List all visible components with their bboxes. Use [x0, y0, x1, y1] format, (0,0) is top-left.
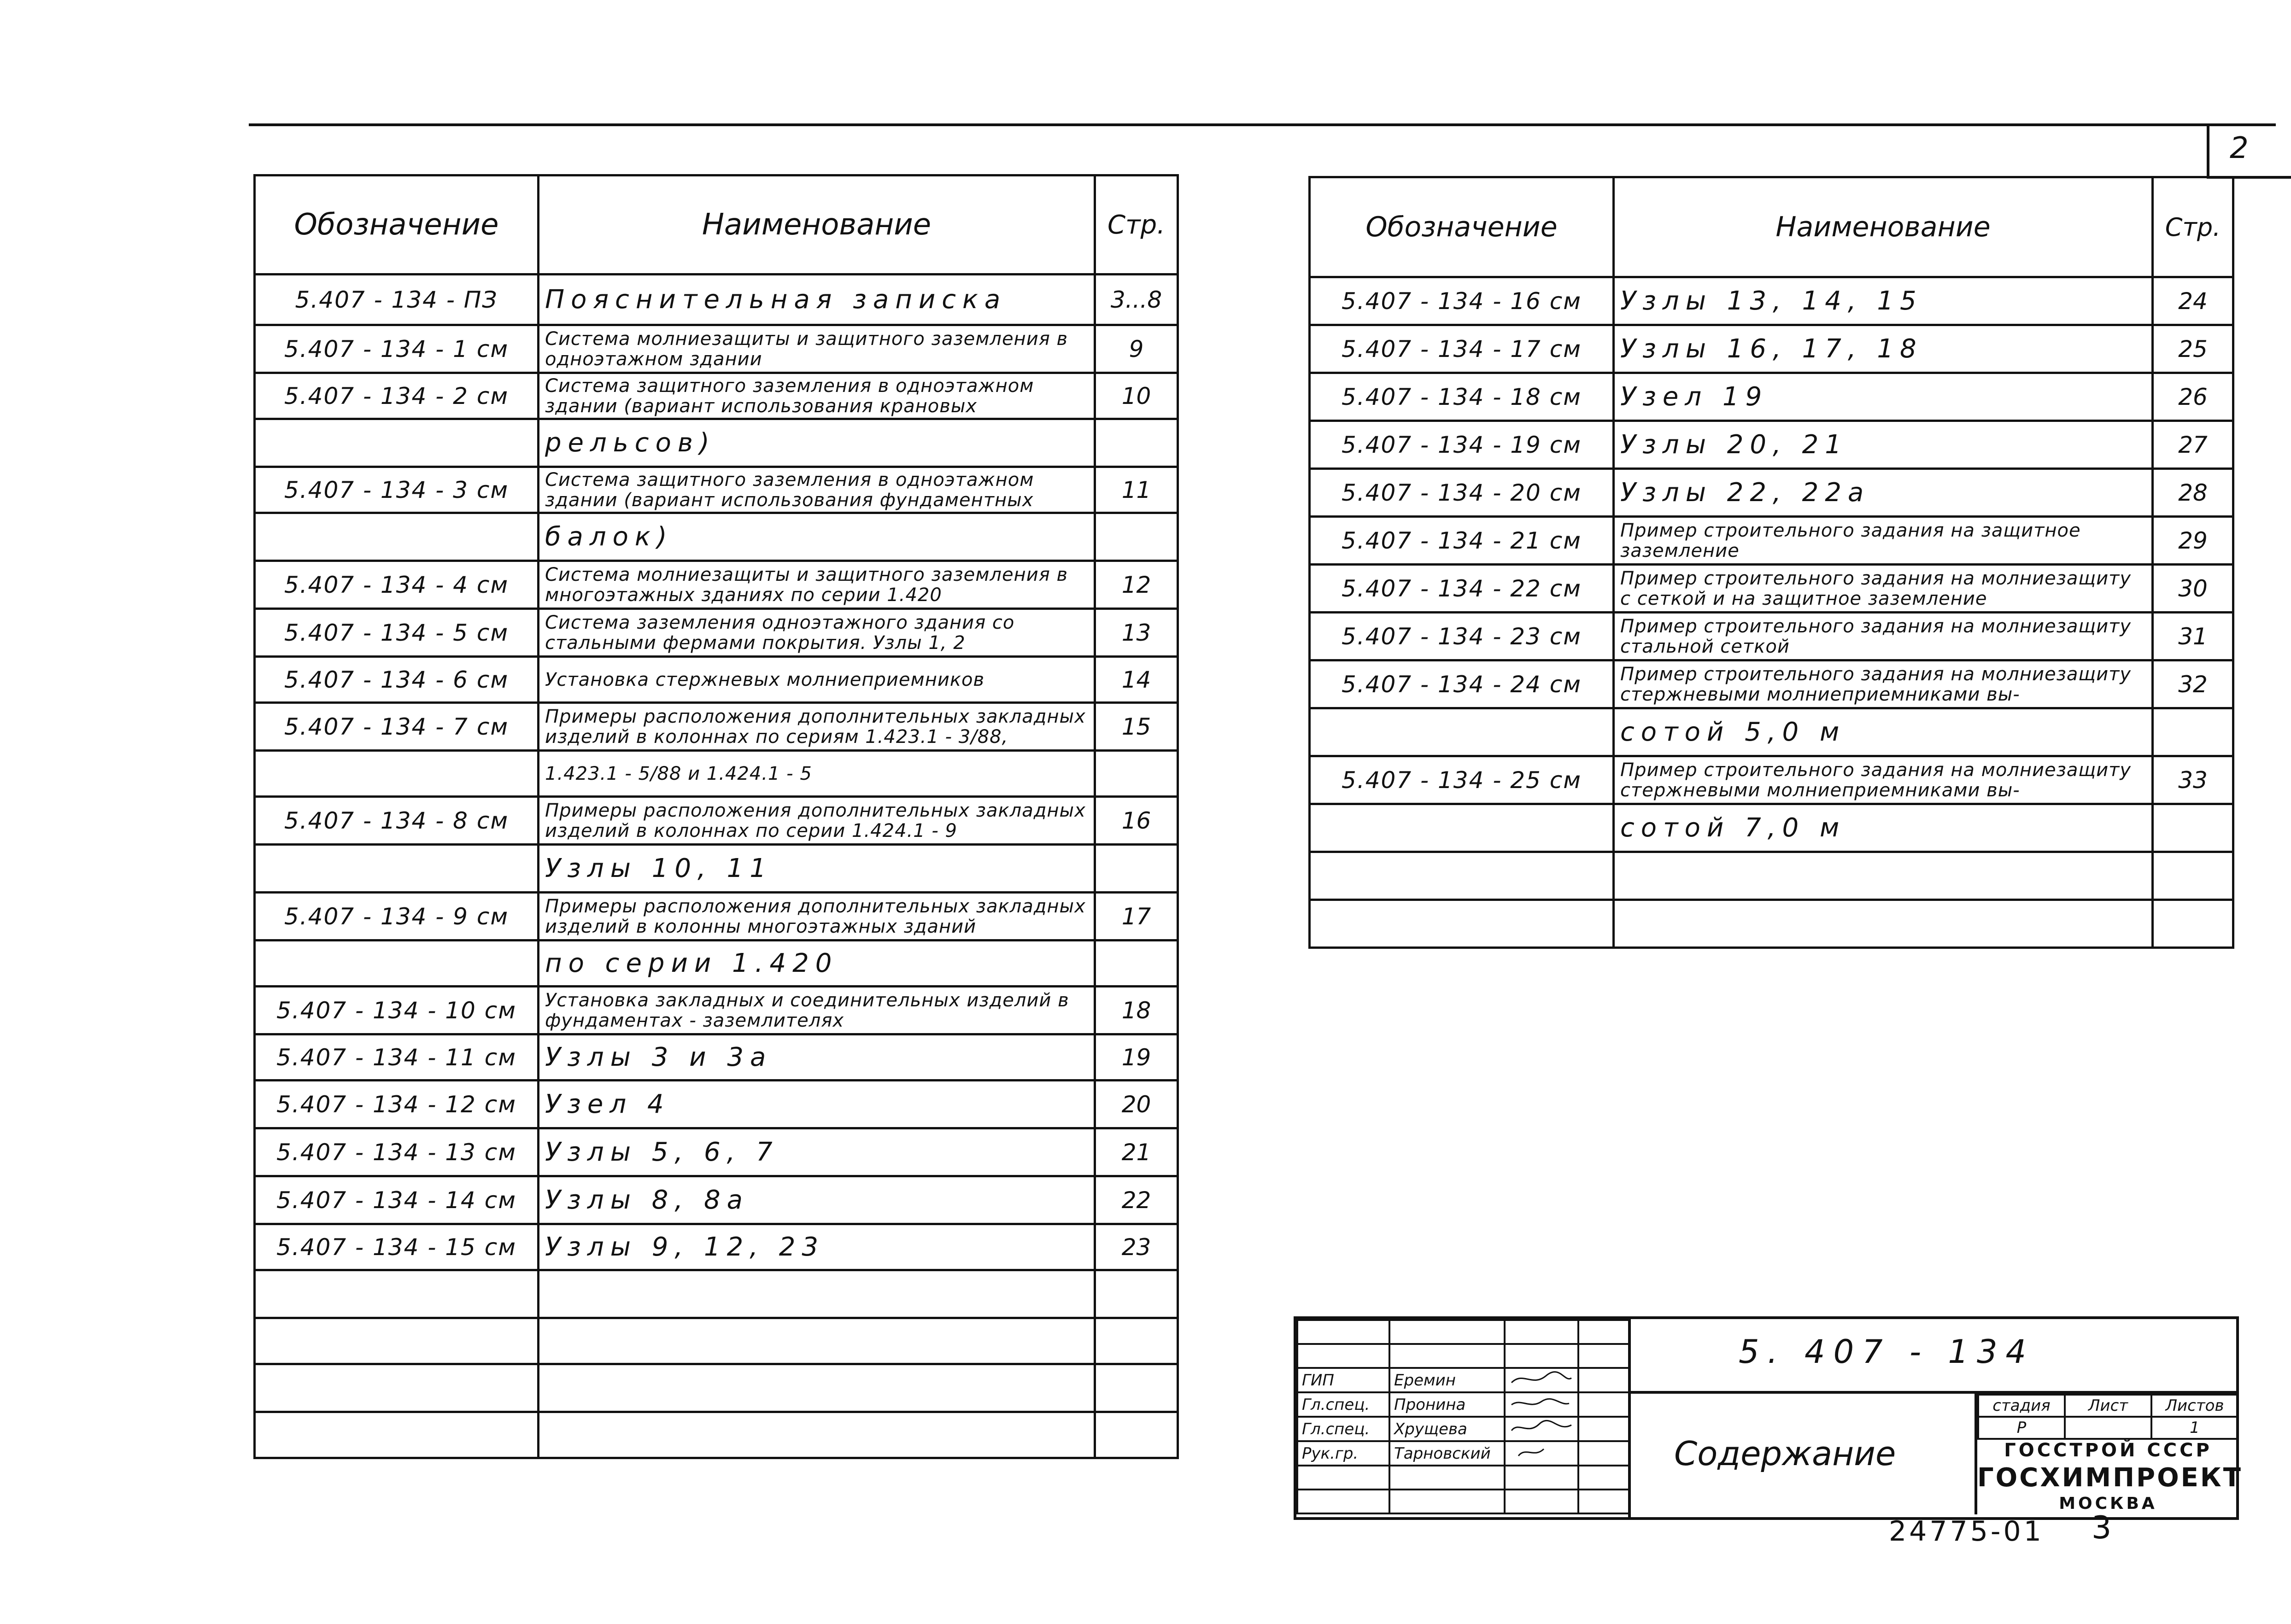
name-cell: Пример строительного задания на молниезащиту с сеткой и на защитное заземление: [1614, 565, 2153, 613]
name-cell: Узел 4: [539, 1081, 1095, 1128]
page-cell: 9: [1095, 325, 1178, 373]
name-cell: Узлы 3 и 3а: [539, 1034, 1095, 1081]
role: Гл.спец.: [1297, 1392, 1389, 1417]
name-cell: сотой 7,0 м: [1614, 804, 2153, 852]
table-row: [255, 325, 1178, 373]
name-cell: Пример строительного задания на молниезащиту стержневыми молниеприемниками вы-: [1614, 660, 2153, 708]
table-row: [255, 845, 1178, 893]
document-title: Содержание: [1674, 1434, 1896, 1473]
name-cell: Установка стержневых молниеприемников: [539, 657, 1095, 703]
page-cell: 27: [2153, 421, 2233, 469]
contents-table-right: [1308, 176, 2234, 949]
table-row: [255, 561, 1178, 609]
table-row: [1310, 469, 2233, 517]
page-cell: 16: [1095, 797, 1178, 845]
designation-cell: 5.407 - 134 - 5 см: [255, 609, 539, 657]
name-cell: [1614, 852, 2153, 900]
designation-cell: [1310, 708, 1614, 756]
page-cell: 3...8: [1095, 275, 1178, 325]
table-row: [255, 1412, 1178, 1458]
designation-cell: 5.407 - 134 - 23 см: [1310, 613, 1614, 660]
header-page: Стр.: [2153, 177, 2233, 277]
page-cell: 32: [2153, 660, 2233, 708]
table-row: [255, 609, 1178, 657]
table-row: [1310, 756, 2233, 804]
page-cell: 20: [1095, 1081, 1178, 1128]
name-cell: Пояснительная записка: [539, 275, 1095, 325]
designation-cell: 5.407 - 134 - 6 см: [255, 657, 539, 703]
table-row: [1310, 708, 2233, 756]
table-row: [1310, 277, 2233, 325]
designation-cell: [255, 1318, 539, 1364]
inventory-number: 24775-01: [1889, 1515, 2044, 1548]
page-cell: 14: [1095, 657, 1178, 703]
name-cell: Примеры расположения дополнительных закладных изделий в колоннах по серии 1.424.1 - 9: [539, 797, 1095, 845]
page-cell: 15: [1095, 703, 1178, 751]
page-cell: [2153, 708, 2233, 756]
name-cell: Узел 19: [1614, 373, 2153, 421]
designation-cell: 5.407 - 134 - 16 см: [1310, 277, 1614, 325]
name-cell: Система заземления одноэтажного здания со стальными фермами покрытия. Узлы 1, 2: [539, 609, 1095, 657]
page-cell: [1095, 751, 1178, 797]
page-cell: 13: [1095, 609, 1178, 657]
page-cell: [1095, 1318, 1178, 1364]
table-row: [255, 419, 1178, 467]
designation-cell: 5.407 - 134 - ПЗ: [255, 275, 539, 325]
name-cell: Узлы 10, 11: [539, 845, 1095, 893]
table-row: [255, 797, 1178, 845]
table-row: [1310, 373, 2233, 421]
document-code: 5. 407 - 134: [1739, 1333, 2035, 1371]
designation-cell: 5.407 - 134 - 2 см: [255, 373, 539, 419]
header-designation: Обозначение: [1310, 177, 1614, 277]
name-cell: [1614, 900, 2153, 948]
table-row: [255, 467, 1178, 513]
role: ГИП: [1297, 1368, 1389, 1392]
name-cell: Узлы 8, 8а: [539, 1176, 1095, 1224]
contents-table-left: [253, 174, 1179, 1459]
page-cell: [2153, 852, 2233, 900]
role: Рук.гр.: [1297, 1441, 1389, 1466]
page-cell: 29: [2153, 517, 2233, 565]
top-border-line: [249, 123, 2276, 126]
header-designation: Обозначение: [255, 175, 539, 275]
name-cell: Система молниезащиты и защитного заземления в одноэтажном здании: [539, 325, 1095, 373]
signature: [1505, 1417, 1578, 1441]
page-cell: 28: [2153, 469, 2233, 517]
table-row: [1310, 900, 2233, 948]
table-row: [1310, 613, 2233, 660]
name-cell: рельсов): [539, 419, 1095, 467]
designation-cell: 5.407 - 134 - 15 см: [255, 1224, 539, 1270]
signature: [1505, 1392, 1578, 1417]
name-cell: Пример строительного задания на молниезащиту стальной сеткой: [1614, 613, 2153, 660]
designation-cell: 5.407 - 134 - 18 см: [1310, 373, 1614, 421]
designation-cell: 5.407 - 134 - 3 см: [255, 467, 539, 513]
designation-cell: [1310, 852, 1614, 900]
name-cell: Система молниезащиты и защитного заземления в многоэтажных зданиях по серии 1.420: [539, 561, 1095, 609]
stage-value: Р: [1978, 1417, 2065, 1439]
signature-row: [1297, 1417, 1629, 1441]
name-cell: Пример строительного задания на защитное заземление: [1614, 517, 2153, 565]
table-row: [255, 373, 1178, 419]
designation-cell: [255, 513, 539, 561]
header-page: Стр.: [1095, 175, 1178, 275]
designation-cell: [255, 1270, 539, 1318]
page-number: 3: [2092, 1510, 2112, 1546]
organization-line-1: ГОССТРОЙ СССР: [2004, 1440, 2212, 1461]
designation-cell: 5.407 - 134 - 7 см: [255, 703, 539, 751]
name-cell: Узлы 5, 6, 7: [539, 1128, 1095, 1176]
sheet-number-box: [2207, 126, 2291, 179]
title-block-divider: [1628, 1319, 1631, 1517]
page-cell: 19: [1095, 1034, 1178, 1081]
page-cell: 22: [1095, 1176, 1178, 1224]
organization-city: МОСКВА: [2059, 1494, 2157, 1513]
designation-cell: [1310, 804, 1614, 852]
signature-row: [1297, 1392, 1629, 1417]
page-cell: 25: [2153, 325, 2233, 373]
table-row: [255, 1364, 1178, 1412]
page-cell: [1095, 941, 1178, 987]
designation-cell: [255, 845, 539, 893]
designation-cell: [1310, 900, 1614, 948]
header-name: Наименование: [1614, 177, 2153, 277]
page-cell: 24: [2153, 277, 2233, 325]
designation-cell: 5.407 - 134 - 9 см: [255, 893, 539, 941]
sheet-value: [2065, 1417, 2151, 1439]
table-row: [1310, 852, 2233, 900]
table-row: [255, 1034, 1178, 1081]
designation-cell: [255, 1364, 539, 1412]
person-name: Пронина: [1389, 1392, 1505, 1417]
signature-row: [1297, 1368, 1629, 1392]
signature: [1505, 1368, 1578, 1392]
designation-cell: [255, 419, 539, 467]
designation-cell: 5.407 - 134 - 22 см: [1310, 565, 1614, 613]
name-cell: Установка закладных и соединительных изделий в фундаментах - заземлителях: [539, 987, 1095, 1034]
table-row: [255, 703, 1178, 751]
name-cell: Узлы 13, 14, 15: [1614, 277, 2153, 325]
name-cell: Система защитного заземления в одноэтажном здании (вариант использования крановых: [539, 373, 1095, 419]
name-cell: 1.423.1 - 5/88 и 1.424.1 - 5: [539, 751, 1095, 797]
table-row: [1310, 517, 2233, 565]
table-row: [255, 1128, 1178, 1176]
page-cell: 31: [2153, 613, 2233, 660]
signature-grid: [1296, 1319, 1628, 1517]
signature-row: [1297, 1441, 1629, 1466]
page-cell: [1095, 1412, 1178, 1458]
table-row: [255, 1176, 1178, 1224]
page-cell: 12: [1095, 561, 1178, 609]
organization-name: ГОСХИМПРОЕКТ: [1977, 1463, 2243, 1493]
table-row: [255, 275, 1178, 325]
page-cell: 21: [1095, 1128, 1178, 1176]
designation-cell: 5.407 - 134 - 10 см: [255, 987, 539, 1034]
page-cell: [1095, 419, 1178, 467]
name-cell: балок): [539, 513, 1095, 561]
designation-cell: 5.407 - 134 - 21 см: [1310, 517, 1614, 565]
designation-cell: 5.407 - 134 - 1 см: [255, 325, 539, 373]
table-row: [255, 1270, 1178, 1318]
table-row: [255, 1081, 1178, 1128]
page-cell: 26: [2153, 373, 2233, 421]
name-cell: Узлы 20, 21: [1614, 421, 2153, 469]
page-cell: 18: [1095, 987, 1178, 1034]
table-row: [1310, 660, 2233, 708]
designation-cell: 5.407 - 134 - 25 см: [1310, 756, 1614, 804]
page-cell: [1095, 1270, 1178, 1318]
designation-cell: [255, 1412, 539, 1458]
designation-cell: 5.407 - 134 - 11 см: [255, 1034, 539, 1081]
name-cell: Узлы 9, 12, 23: [539, 1224, 1095, 1270]
page-cell: 23: [1095, 1224, 1178, 1270]
designation-cell: [255, 751, 539, 797]
designation-cell: [255, 941, 539, 987]
table-row: [255, 513, 1178, 561]
table-row: [255, 751, 1178, 797]
table-row: [1310, 565, 2233, 613]
designation-cell: 5.407 - 134 - 19 см: [1310, 421, 1614, 469]
sheets-header: Листов: [2151, 1395, 2238, 1417]
table-row: [255, 941, 1178, 987]
signature: [1505, 1441, 1578, 1466]
name-cell: по серии 1.420: [539, 941, 1095, 987]
name-cell: [539, 1270, 1095, 1318]
name-cell: Примеры расположения дополнительных закладных изделий в колонны многоэтажных зданий: [539, 893, 1095, 941]
page-cell: [1095, 513, 1178, 561]
title-block: [1294, 1316, 2243, 1520]
stage-header: стадия: [1978, 1395, 2065, 1417]
designation-cell: 5.407 - 134 - 24 см: [1310, 660, 1614, 708]
name-cell: Пример строительного задания на молниезащиту стержневыми молниеприемниками вы-: [1614, 756, 2153, 804]
table-row: [1310, 804, 2233, 852]
table-row: [255, 1318, 1178, 1364]
table-row: [255, 987, 1178, 1034]
role: Гл.спец.: [1297, 1417, 1389, 1441]
name-cell: Система защитного заземления в одноэтажном здании (вариант использования фундаментных: [539, 467, 1095, 513]
name-cell: [539, 1318, 1095, 1364]
stage-and-organization: [1975, 1394, 2243, 1514]
table-row: [1310, 421, 2233, 469]
person-name: Еремин: [1389, 1368, 1505, 1392]
designation-cell: 5.407 - 134 - 12 см: [255, 1081, 539, 1128]
designation-cell: 5.407 - 134 - 8 см: [255, 797, 539, 845]
designation-cell: 5.407 - 134 - 4 см: [255, 561, 539, 609]
name-cell: Узлы 22, 22а: [1614, 469, 2153, 517]
sheets-value: 1: [2151, 1417, 2238, 1439]
page-cell: [1095, 845, 1178, 893]
page-cell: [2153, 804, 2233, 852]
designation-cell: 5.407 - 134 - 20 см: [1310, 469, 1614, 517]
page-cell: 10: [1095, 373, 1178, 419]
page-cell: 11: [1095, 467, 1178, 513]
page-cell: [2153, 900, 2233, 948]
designation-cell: 5.407 - 134 - 14 см: [255, 1176, 539, 1224]
table-row: [255, 893, 1178, 941]
person-name: Хрущева: [1389, 1417, 1505, 1441]
name-cell: [539, 1412, 1095, 1458]
person-name: Тарновский: [1389, 1441, 1505, 1466]
sheet-header: Лист: [2065, 1395, 2151, 1417]
table-row: [1310, 325, 2233, 373]
page-cell: 17: [1095, 893, 1178, 941]
page-cell: 30: [2153, 565, 2233, 613]
designation-cell: 5.407 - 134 - 17 см: [1310, 325, 1614, 373]
name-cell: [539, 1364, 1095, 1412]
table-row: [255, 1224, 1178, 1270]
header-name: Наименование: [539, 175, 1095, 275]
designation-cell: 5.407 - 134 - 13 см: [255, 1128, 539, 1176]
table-row: [255, 657, 1178, 703]
name-cell: сотой 5,0 м: [1614, 708, 2153, 756]
name-cell: Узлы 16, 17, 18: [1614, 325, 2153, 373]
sheet-number: 2: [2230, 131, 2249, 165]
page-cell: [1095, 1364, 1178, 1412]
name-cell: Примеры расположения дополнительных закладных изделий в колоннах по сериям 1.423.1 - 3/88,: [539, 703, 1095, 751]
page-cell: 33: [2153, 756, 2233, 804]
